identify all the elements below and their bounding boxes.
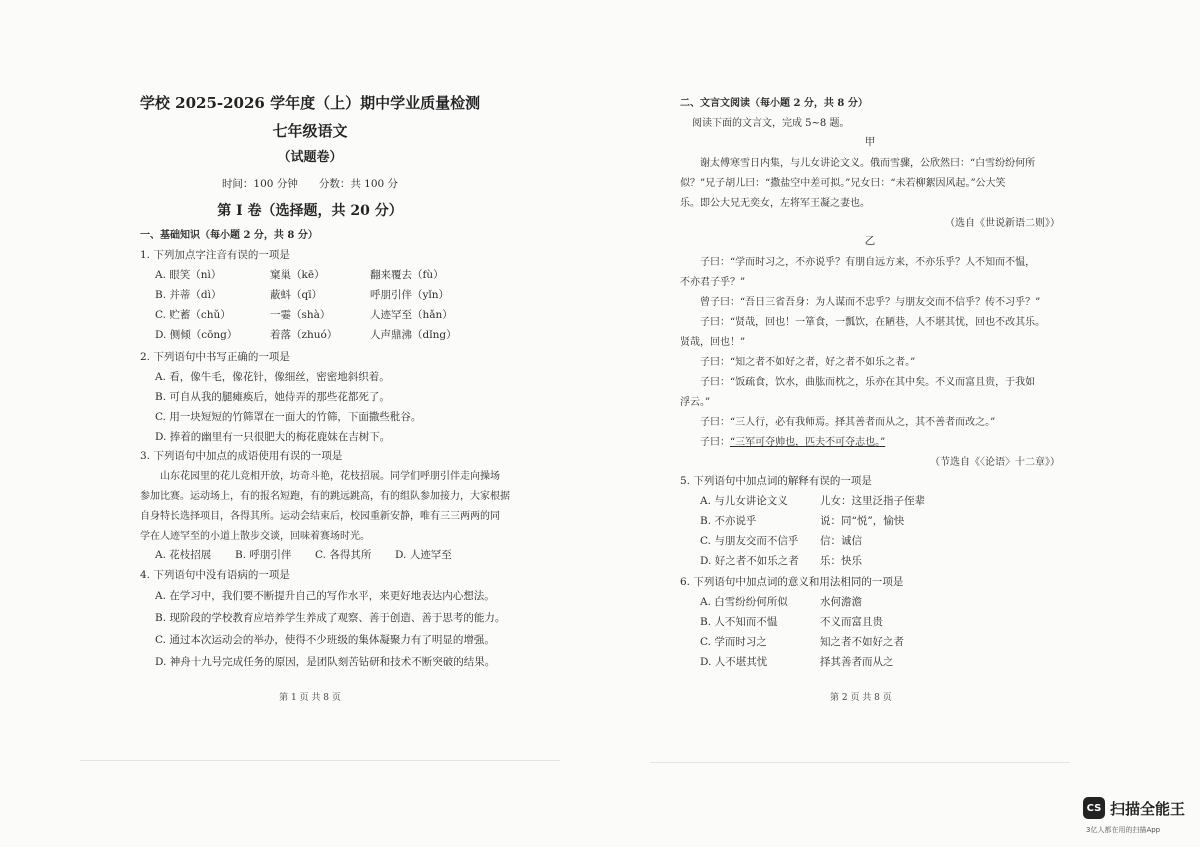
q6-option: B. 人不知而不愠 不义而富且贵	[700, 616, 883, 628]
left-page	[130, 0, 510, 847]
passage-yi-line: 子曰：“贤哉，回也！一箪食，一瓢饮，在陋巷，人不堪其忧，回也不改其乐。	[680, 317, 1046, 328]
right-page	[680, 0, 1060, 847]
exam-title: 学校 2025-2026 学年度（上）期中学业质量检测	[139, 94, 481, 112]
passage-yi-line: 曾子曰：“吾日三省吾身：为人谋而不忠乎？与朋友交而不信乎？传不习乎？”	[680, 297, 1041, 308]
q4-stem: 4. 下列语句中没有语病的一项是	[140, 569, 290, 581]
passage-yi-line: 子曰：“三人行，必有我师焉。择其善者而从之，其不善者而改之。”	[680, 417, 996, 428]
passage-jia-line: 谢太傅寒雪日内集，与儿女讲论文义。俄而雪骤，公欣然曰：“白雪纷纷何所	[680, 158, 1036, 169]
page-footer: 第 2 页 共 8 页	[830, 693, 892, 703]
q2-option: B. 可自从我的腿瘫痪后，她侍弄的那些花都死了。	[155, 391, 390, 403]
q3-paragraph-line: 参加比赛。运动场上，有的报名短跑，有的跳远跳高，有的组队参加接力，大家根据	[140, 491, 510, 502]
q3-paragraph-line: 自身特长选择项目，各得其所。运动会结束后，校园重新安静，唯有三三两两的同	[140, 511, 500, 522]
passage-jia-line: 乐。即公大兄无奕女，左将军王凝之妻也。	[680, 198, 870, 209]
passage-yi-line: 子曰：“饭疏食，饮水，曲肱而枕之，乐亦在其中矣。不义而富且贵，于我如	[680, 377, 1036, 388]
q2-option: D. 捧着的幽里有一只很肥大的梅花鹿妹在吉树下。	[155, 431, 391, 443]
volume-heading: 第 I 卷（选择题，共 20 分）	[217, 203, 403, 219]
paper-label: （试题卷）	[277, 150, 343, 165]
q1-row: B. 并蒂（dì） 蔽蚪（qī） 呼朋引伴（yǐn）	[155, 289, 450, 301]
q5-option: C. 与朋友交而不信乎 信：诚信	[700, 535, 862, 547]
q4-option: A. 在学习中，我们要不断提升自己的写作水平，来更好地表达内心想法。	[155, 590, 495, 602]
passage-yi-line: 浮云。”	[680, 397, 711, 408]
section2-heading: 二、文言文阅读（每小题 2 分，共 8 分）	[680, 98, 868, 109]
time-score: 时间：100 分钟 分数：共 100 分	[221, 178, 399, 190]
passage-jia-label: 甲	[864, 136, 876, 148]
q5-option: B. 不亦说乎 说：同“悦”，愉快	[700, 515, 905, 527]
q6-option: A. 白雪纷纷何所似 水何澹澹	[700, 596, 862, 608]
subject-title: 七年级语文	[272, 122, 348, 140]
q6-stem: 6. 下列语句中加点词的意义和用法相同的一项是	[680, 576, 904, 588]
q3-stem: 3. 下列语句中加点的成语使用有误的一项是	[140, 450, 343, 462]
passage-yi-last-line: 子曰：“三军可夺帅也，匹夫不可夺志也。”	[680, 437, 886, 448]
underlined-sentence: “三军可夺帅也，匹夫不可夺志也。”	[730, 437, 886, 448]
q2-option: A. 看，像牛毛，像花针，像细丝，密密地斜织着。	[155, 371, 390, 383]
q5-option: D. 好之者不如乐之者 乐：快乐	[700, 555, 862, 567]
q1-row: C. 贮蓄（chǔ） 一霎（shà） 人迹罕至（hǎn）	[155, 309, 453, 321]
reading-intro: 阅读下面的文言文，完成 5~8 题。	[692, 118, 850, 129]
q1-row: A. 眼笑（nì） 窠巢（kē） 翻来覆去（fù）	[155, 269, 444, 281]
q4-option: D. 神舟十九号完成任务的原因，是团队刻苦钻研和技术不断突破的结果。	[155, 656, 496, 668]
passage-jia-line: 似？”兄子胡儿曰：“撒盐空中差可拟。”兄女曰：“未若柳絮因风起。”公大笑	[680, 178, 1006, 189]
q1-stem: 1. 下列加点字注音有误的一项是	[140, 249, 290, 261]
q1-row: D. 侧倾（cōng） 着落（zhuó） 人声鼎沸（dǐng）	[155, 329, 457, 341]
passage-yi-line: 子曰：“学而时习之，不亦说乎？有朋自远方来，不亦乐乎？人不知而不愠，	[680, 257, 1036, 268]
passage-yi-source: （节选自《〈论语〉十二章》）	[930, 457, 1060, 468]
q6-option: C. 学而时习之 知之者不如好之者	[700, 636, 904, 648]
passage-yi-line: 贤哉，回也！”	[680, 337, 746, 348]
q3-paragraph-line: 山东花园里的花儿竞相开放，坊奇斗艳，花枝招展。同学们呼朋引伴走向操场	[140, 471, 500, 482]
passage-yi-label: 乙	[864, 235, 876, 247]
watermark-name: 扫描全能王	[1110, 800, 1186, 818]
watermark-tagline: 3亿人都在用的扫描App	[1086, 826, 1161, 834]
q6-option: D. 人不堪其忧 择其善者而从之	[700, 656, 894, 668]
passage-yi-line: 不亦君子乎？”	[680, 277, 746, 288]
q3-options: A. 花枝招展 B. 呼朋引伴 C. 各得其所 D. 人迹罕至	[155, 549, 452, 561]
scan-line	[80, 760, 560, 761]
camscanner-logo-icon: CS	[1083, 797, 1105, 819]
q5-stem: 5. 下列语句中加点词的解释有误的一项是	[680, 475, 872, 487]
q2-stem: 2. 下列语句中书写正确的一项是	[140, 351, 290, 363]
q4-option: C. 通过本次运动会的举办，使得不少班级的集体凝聚力有了明显的增强。	[155, 634, 495, 646]
q4-option: B. 现阶段的学校教育应培养学生养成了观察、善于创造、善于思考的能力。	[155, 612, 506, 624]
q2-option: C. 用一块短短的竹筛罩在一面大的竹筛，下面撒些秕谷。	[155, 411, 422, 423]
page-footer: 第 1 页 共 8 页	[279, 693, 341, 703]
scan-line	[650, 762, 1070, 763]
passage-jia-source: （选自《世说新语二则》）	[945, 218, 1060, 229]
section1-heading: 一、基础知识（每小题 2 分，共 8 分）	[140, 230, 318, 241]
q3-paragraph-line: 学在人迹罕至的小道上散步交谈，回味着赛场时光。	[140, 531, 370, 542]
passage-yi-line: 子曰：“知之者不如好之者，好之者不如乐之者。”	[680, 357, 916, 368]
q5-option: A. 与儿女讲论文义 儿女：这里泛指子侄辈	[700, 495, 925, 507]
